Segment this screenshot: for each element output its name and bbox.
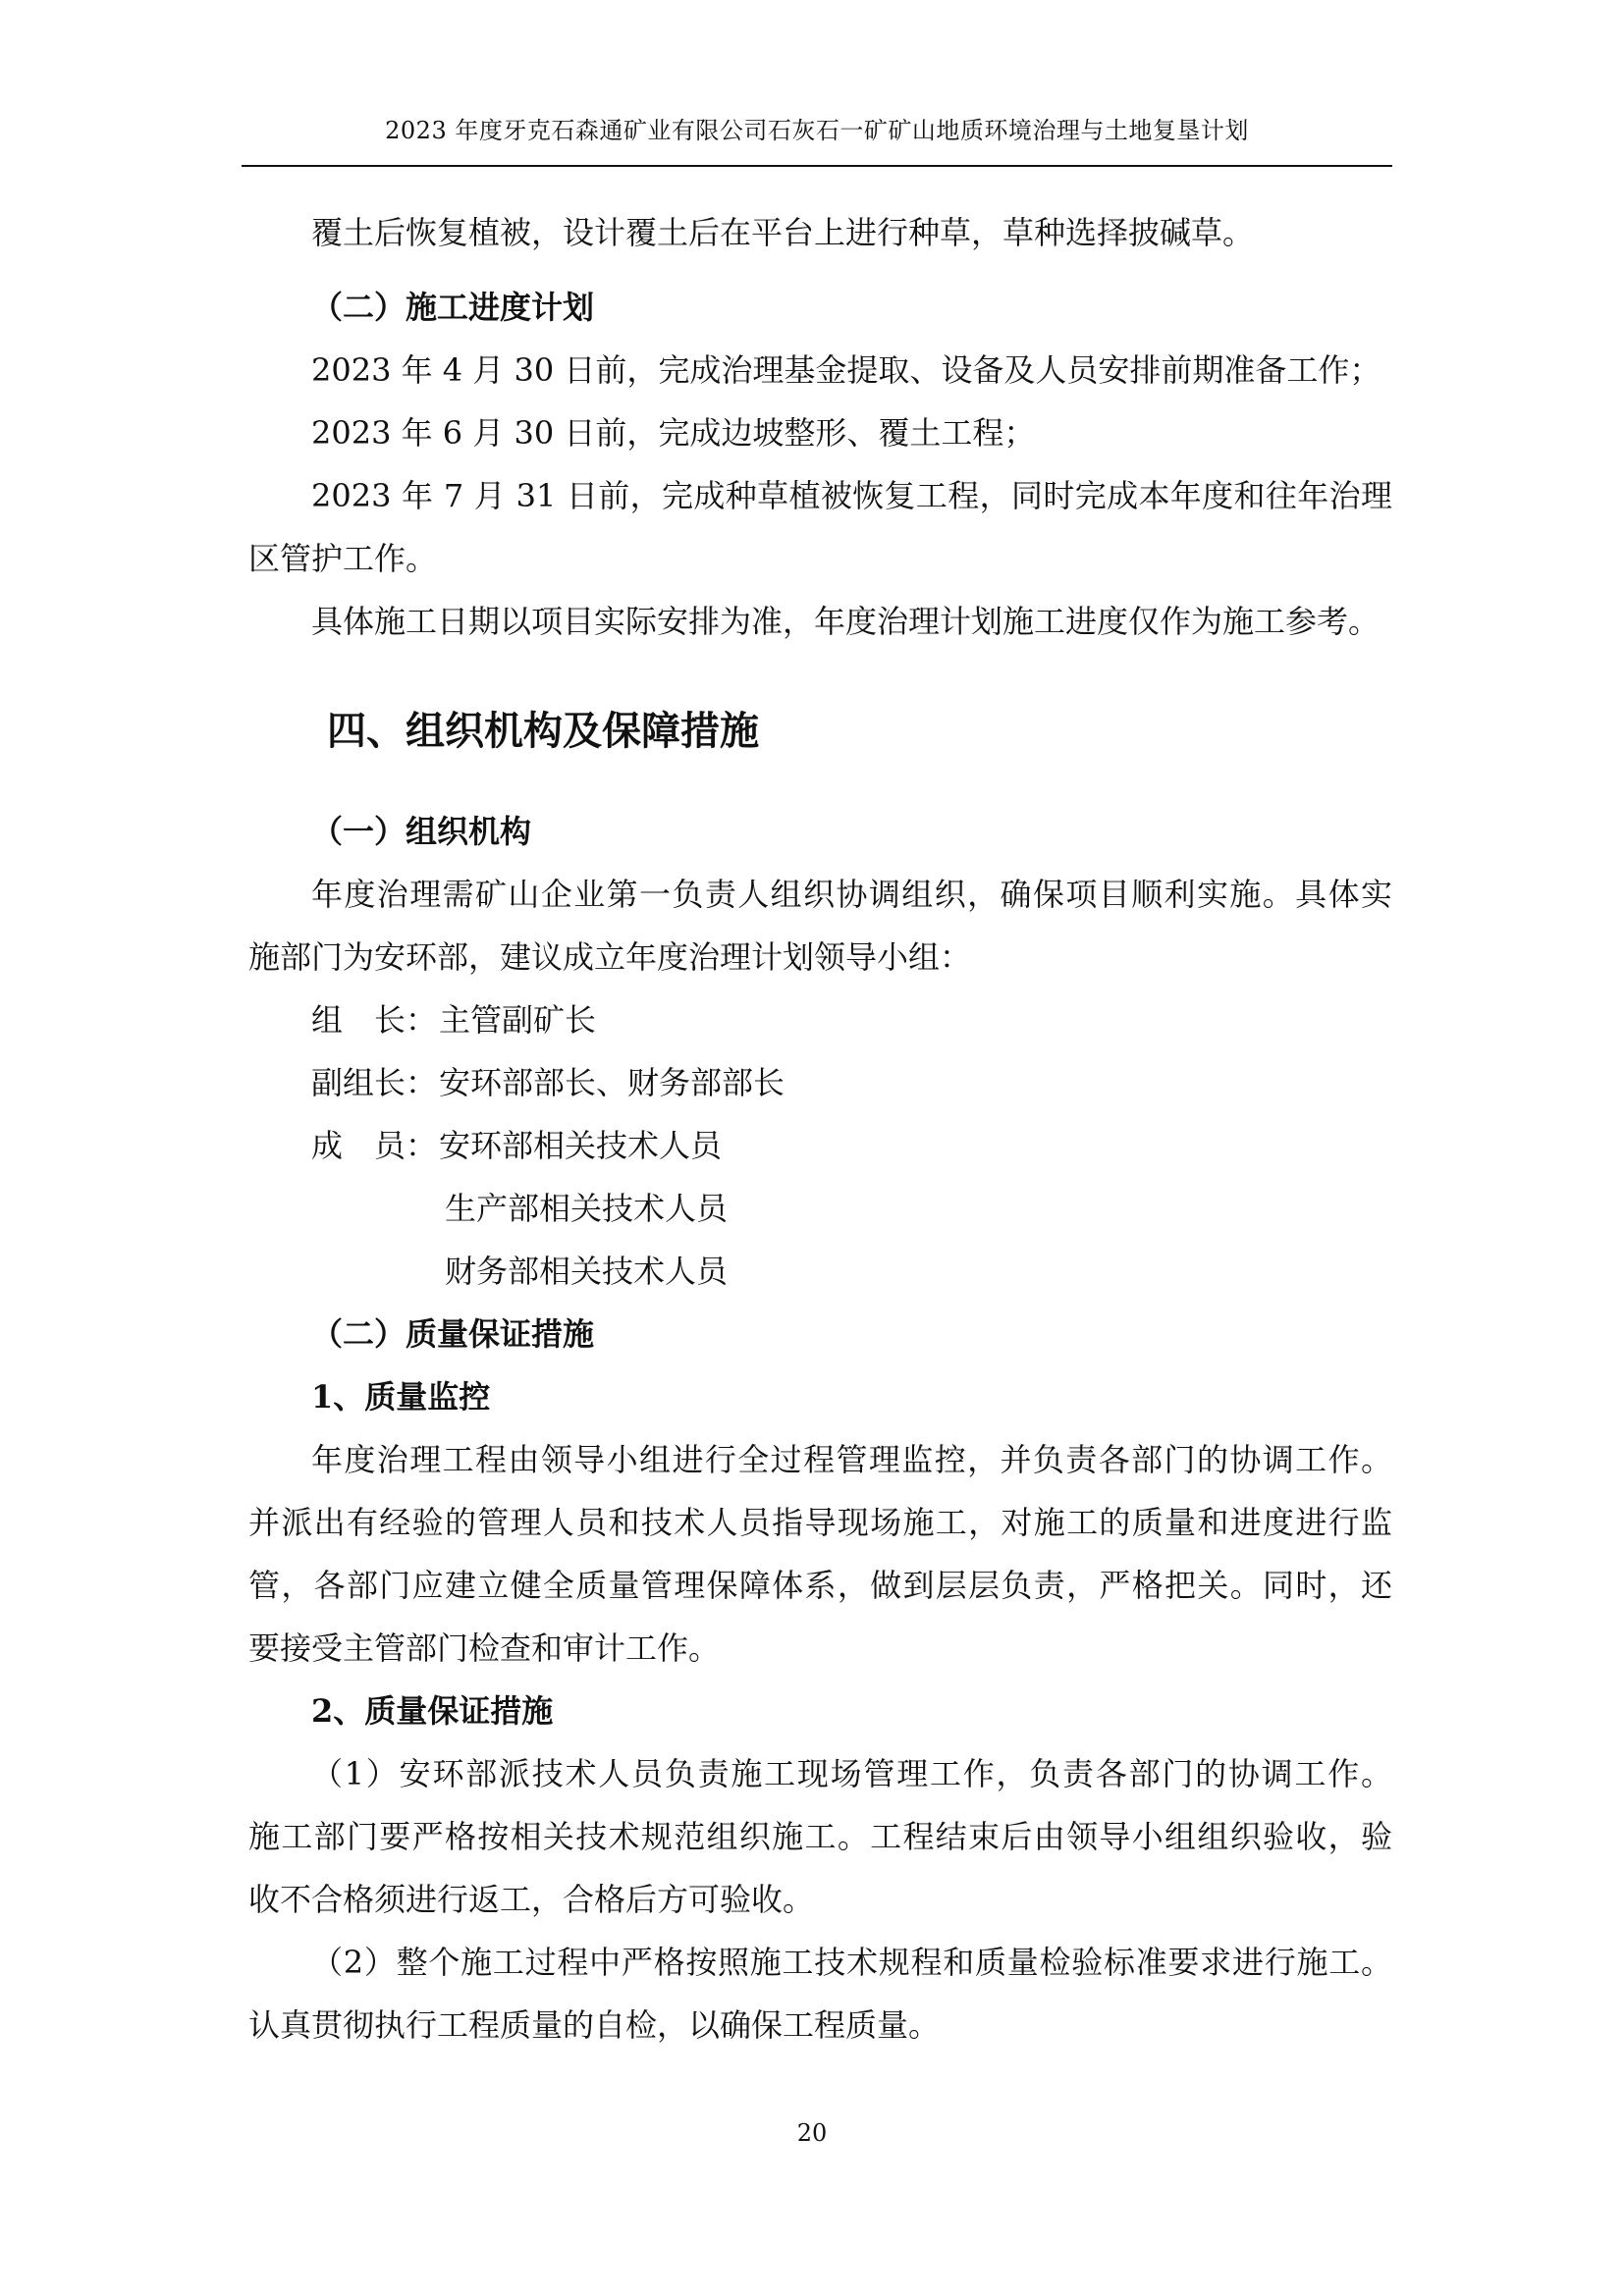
- member-item: 财务部相关技术人员: [445, 1253, 729, 1290]
- quality-measure-1-line-2: 施工部门要严格按相关技术规范组织施工。工程结束后由领导小组组织验收，验: [248, 1818, 1392, 1855]
- running-header: 2023 年度牙克石森通矿业有限公司石灰石一矿矿山地质环境治理与土地复垦计划: [385, 117, 1249, 144]
- org-paragraph-line-2: 施部门为安环部，建议成立年度治理计划领导小组：: [248, 938, 972, 976]
- subheading-schedule: （二）施工进度计划: [311, 289, 595, 326]
- subheading-quality-measures: 2、质量保证措施: [311, 1692, 554, 1730]
- deputy-label: 副组长：: [311, 1064, 438, 1101]
- section-heading-4: 四、组织机构及保障措施: [327, 708, 759, 754]
- schedule-note: 具体施工日期以项目实际安排为准，年度治理计划施工进度仅作为施工参考。: [311, 603, 1380, 640]
- deputy-value: 安环部部长、财务部部长: [439, 1064, 785, 1101]
- quality-measure-2-line-2: 认真贯彻执行工程质量的自检，以确保工程质量。: [248, 2006, 941, 2044]
- quality-monitoring-line-2: 并派出有经验的管理人员和技术人员指导现场施工，对施工的质量和进度进行监: [248, 1504, 1392, 1541]
- subheading-organization: （一）组织机构: [311, 813, 532, 850]
- schedule-item-2: 2023 年 6 月 30 日前，完成边坡整形、覆土工程；: [311, 414, 1036, 452]
- schedule-item-1: 2023 年 4 月 30 日前，完成治理基金提取、设备及人员安排前期准备工作；: [311, 351, 1381, 389]
- org-leader-row: [248, 988, 1392, 1051]
- quality-monitoring-line-1: 年度治理工程由领导小组进行全过程管理监控，并负责各部门的协调工作。: [311, 1441, 1392, 1478]
- members-label: 成 员：: [311, 1127, 438, 1164]
- leader-label: 组 长：: [311, 1001, 438, 1039]
- org-deputy-row: [248, 1051, 1392, 1114]
- leader-value: 主管副矿长: [439, 1001, 597, 1039]
- member-item: 安环部相关技术人员: [439, 1127, 723, 1164]
- subheading-quality-monitoring: 1、质量监控: [311, 1378, 491, 1415]
- quality-measure-1-line-1: （1）安环部派技术人员负责施工现场管理工作，负责各部门的协调工作。: [311, 1755, 1392, 1792]
- quality-monitoring-line-3: 管，各部门应建立健全质量管理保障体系，做到层层负责，严格把关。同时，还: [248, 1567, 1392, 1604]
- paragraph-revegetation: 覆土后恢复植被，设计覆土后在平台上进行种草，草种选择披碱草。: [311, 214, 1255, 251]
- org-members-row: [248, 1114, 1392, 1177]
- header-divider: [242, 165, 1392, 167]
- quality-measure-1-line-3: 收不合格须进行返工，合格后方可验收。: [248, 1881, 815, 1918]
- org-paragraph-line-1: 年度治理需矿山企业第一负责人组织协调组织，确保项目顺利实施。具体实: [311, 876, 1392, 913]
- subheading-quality: （二）质量保证措施: [311, 1315, 595, 1353]
- quality-monitoring-line-4: 要接受主管部门检查和审计工作。: [248, 1629, 721, 1667]
- schedule-item-3-line-2: 区管护工作。: [248, 540, 438, 577]
- schedule-item-3-line-1: 2023 年 7 月 31 日前，完成种草植被恢复工程，同时完成本年度和往年治理: [311, 477, 1392, 514]
- page-body: [248, 201, 1392, 2056]
- page-number: 20: [796, 2119, 828, 2147]
- quality-measure-2-line-1: （2）整个施工过程中严格按照施工技术规程和质量检验标准要求进行施工。: [311, 1944, 1392, 1981]
- member-item: 生产部相关技术人员: [445, 1190, 729, 1227]
